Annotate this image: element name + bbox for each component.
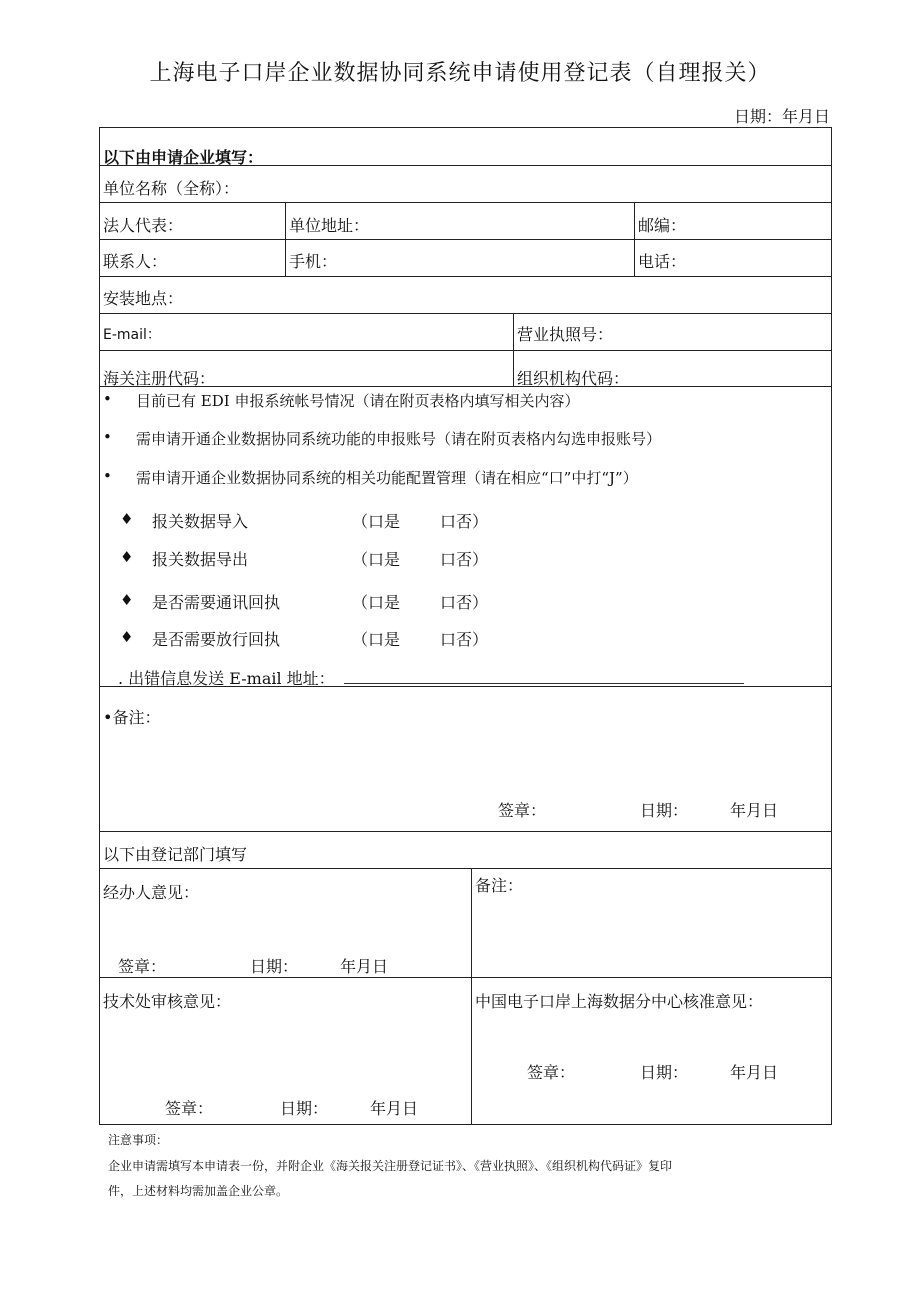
handler-opinion-label: 经办人意见： bbox=[103, 883, 200, 902]
customs-code-label: 海关注册代码： bbox=[103, 369, 216, 388]
error-email-label: . 出错信息发送 E-mail 地址： bbox=[118, 669, 335, 688]
option-no-checkbox[interactable]: 口否） bbox=[440, 630, 489, 649]
bullet-function-config: 需申请开通企业数据协同系统的相关功能配置管理（请在相应“口”中打“J”） bbox=[136, 469, 638, 487]
business-license-label: 营业执照号： bbox=[517, 325, 614, 344]
bullet-apply-accounts: 需申请开通企业数据协同系统功能的申报账号（请在附页表格内勾选申报账号） bbox=[136, 430, 662, 448]
table-divider bbox=[285, 202, 286, 276]
diamond-icon: ♦ bbox=[120, 628, 134, 646]
table-rule bbox=[99, 127, 832, 128]
table-rule bbox=[99, 350, 832, 351]
bullet-edi-accounts: 目前已有 EDI 申报系统帐号情况（请在附页表格内填写相关内容） bbox=[136, 392, 580, 410]
dept-section-header: 以下由登记部门填写 bbox=[103, 845, 248, 864]
table-rule bbox=[99, 1124, 832, 1125]
page-title: 上海电子口岸企业数据协同系统申请使用登记表（自理报关） bbox=[149, 61, 771, 86]
table-rule bbox=[99, 868, 832, 869]
unit-address-label: 单位地址： bbox=[289, 216, 370, 235]
notes-line-2: 件，上述材料均需加盖企业公章。 bbox=[108, 1184, 289, 1198]
remarks-label: •备注： bbox=[103, 708, 161, 727]
diamond-icon: ♦ bbox=[120, 548, 134, 566]
applicant-section-header: 以下由申请企业填写： bbox=[103, 148, 264, 167]
diamond-icon: ♦ bbox=[120, 591, 134, 609]
unit-name-label: 单位名称（全称）： bbox=[103, 179, 240, 198]
mobile-label: 手机： bbox=[289, 252, 338, 271]
handler-date-label: 日期： bbox=[250, 957, 299, 976]
option-label: 是否需要放行回执 bbox=[152, 630, 281, 649]
option-no-checkbox[interactable]: 口否） bbox=[440, 550, 489, 569]
applicant-sign-label: 签章： bbox=[498, 801, 547, 820]
table-divider bbox=[513, 313, 514, 386]
table-rule bbox=[99, 977, 832, 978]
table-divider bbox=[634, 202, 635, 276]
notes-line-1: 企业申请需填写本申请表一份，并附企业《海关报关注册登记证书》、《营业执照》、《组织机构代码证》复印 bbox=[108, 1159, 673, 1173]
option-label: 报关数据导出 bbox=[152, 550, 249, 569]
form-date: 日期：年月日 bbox=[733, 107, 830, 126]
table-rule bbox=[99, 831, 832, 832]
tech-date-value: 年月日 bbox=[370, 1099, 419, 1118]
option-no-checkbox[interactable]: 口否） bbox=[440, 512, 489, 531]
option-label: 是否需要通讯回执 bbox=[152, 593, 281, 612]
applicant-date-value: 年月日 bbox=[730, 801, 779, 820]
dept-remarks-label: 备注： bbox=[475, 876, 524, 895]
table-rule bbox=[99, 239, 832, 240]
option-label: 报关数据导入 bbox=[152, 512, 249, 531]
table-divider bbox=[471, 868, 472, 1124]
tech-sign-label: 签章： bbox=[165, 1099, 214, 1118]
diamond-icon: ♦ bbox=[120, 510, 134, 528]
bullet-mark: • bbox=[103, 428, 112, 446]
error-email-underline[interactable] bbox=[344, 683, 744, 684]
org-code-label: 组织机构代码： bbox=[517, 369, 630, 388]
option-yes-checkbox[interactable]: （口是 bbox=[352, 593, 401, 612]
table-rule bbox=[99, 313, 832, 314]
center-date-label: 日期： bbox=[640, 1063, 689, 1082]
option-yes-checkbox[interactable]: （口是 bbox=[352, 550, 401, 569]
table-rule bbox=[99, 202, 832, 203]
bullet-mark: • bbox=[103, 390, 112, 408]
install-location-label: 安装地点： bbox=[103, 289, 184, 308]
contact-label: 联系人： bbox=[103, 252, 168, 271]
bullet-mark: • bbox=[103, 467, 112, 485]
option-yes-checkbox[interactable]: （口是 bbox=[352, 512, 401, 531]
handler-sign-label: 签章： bbox=[118, 957, 167, 976]
notes-title: 注意事项： bbox=[108, 1133, 169, 1147]
tech-date-label: 日期： bbox=[280, 1099, 329, 1118]
legal-rep-label: 法人代表： bbox=[103, 216, 184, 235]
applicant-date-label: 日期： bbox=[640, 801, 689, 820]
table-rule bbox=[99, 276, 832, 277]
email-label: E-mail： bbox=[103, 327, 161, 343]
center-opinion-label: 中国电子口岸上海数据分中心核准意见： bbox=[475, 992, 764, 1011]
handler-date-value: 年月日 bbox=[340, 957, 389, 976]
center-date-value: 年月日 bbox=[730, 1063, 779, 1082]
option-yes-checkbox[interactable]: （口是 bbox=[352, 630, 401, 649]
center-sign-label: 签章： bbox=[527, 1063, 576, 1082]
phone-label: 电话： bbox=[638, 252, 687, 271]
tech-opinion-label: 技术处审核意见： bbox=[103, 992, 232, 1011]
postcode-label: 邮编： bbox=[638, 216, 687, 235]
option-no-checkbox[interactable]: 口否） bbox=[440, 593, 489, 612]
